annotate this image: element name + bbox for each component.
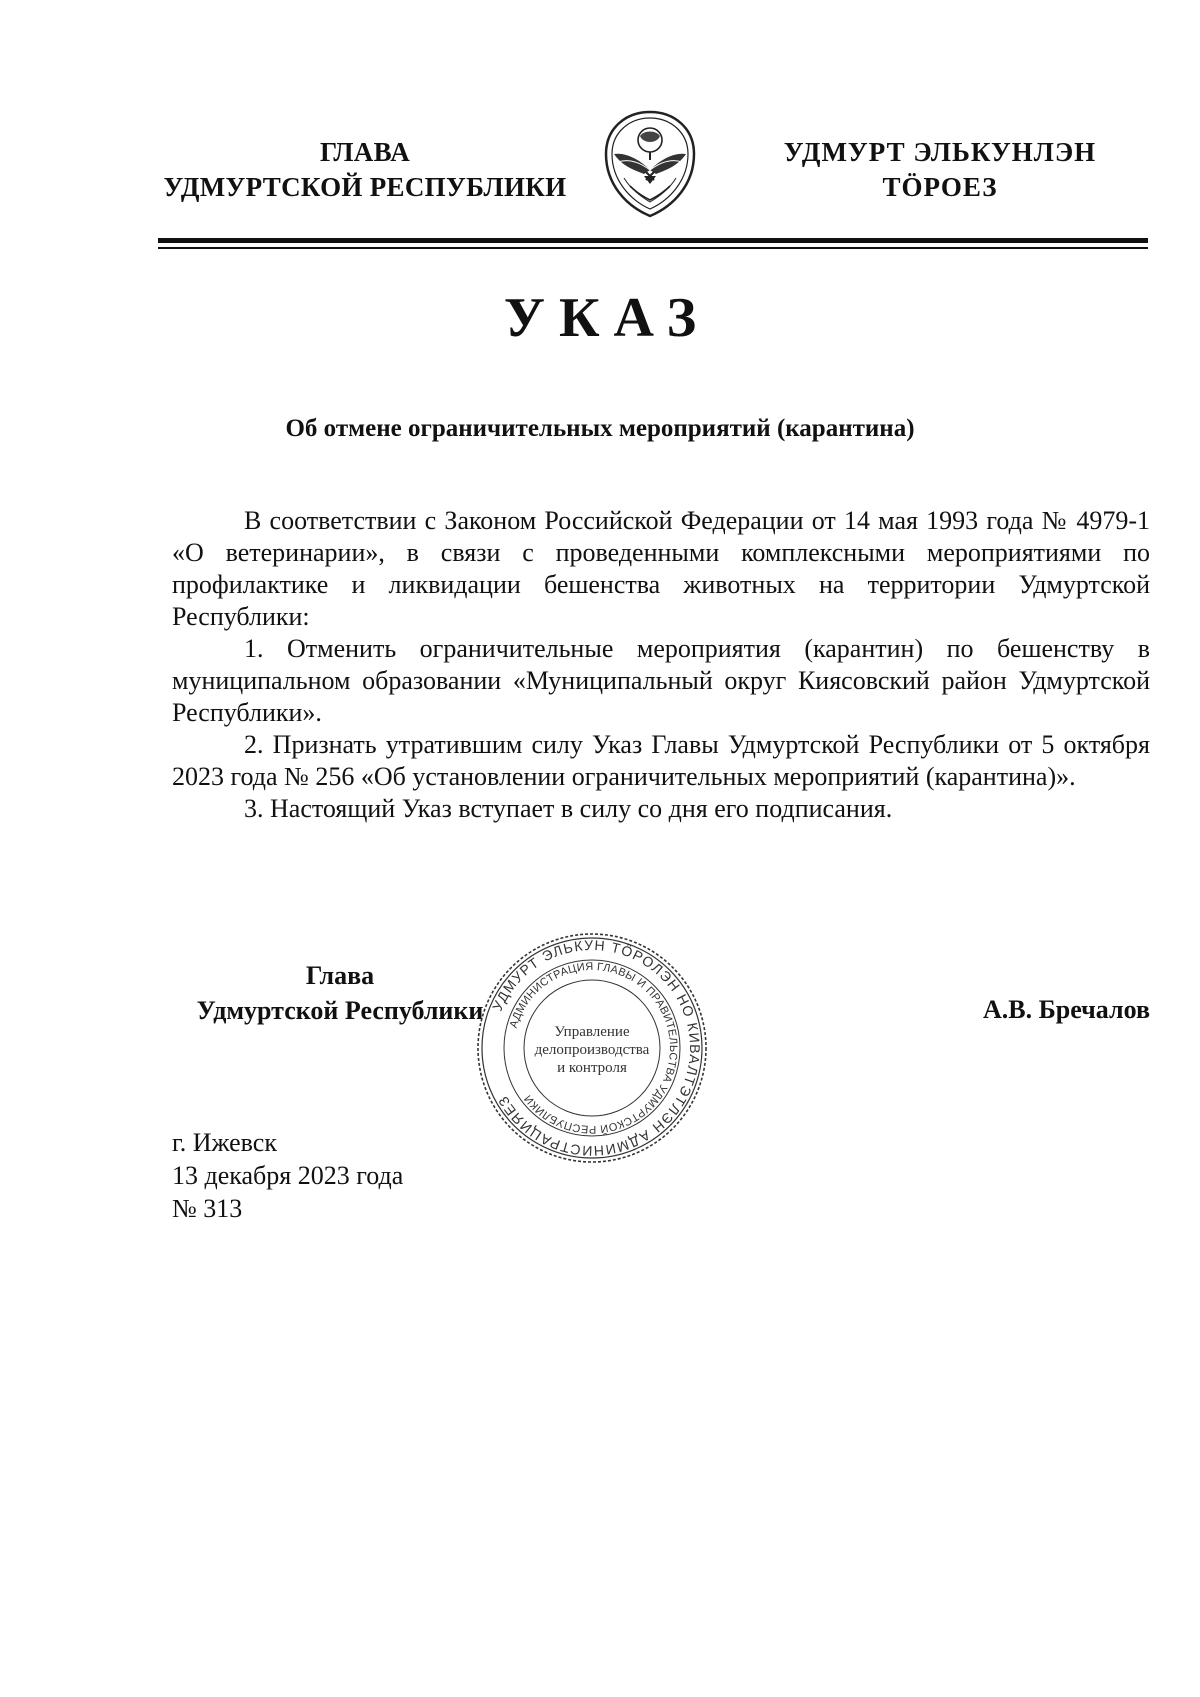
header-left-line2: УДМУРТСКОЙ РЕСПУБЛИКИ [163,172,567,202]
body-item-2: 2. Признать утратившим силу Указ Главы Удмуртской Республики от 5 октября 2023 года № 256 «Об установлении ограничительных мероприятий (карантина)». [172,730,1150,791]
header-right-line2: ТӦРОЕЗ [882,172,998,202]
document-place: г. Ижевск [172,1128,277,1157]
body-preamble: В соответствии с Законом Российской Федерации от 14 мая 1993 года № 4979-1 «О ветеринарии», в связи с проведенными комплексными мероприятиями по профилактике и ликвидации бешенства животных на территории Удмуртской Республики: [172,506,1150,631]
header-right [755,135,1125,205]
document-body [172,505,1150,825]
document-type-title: УКАЗ [503,287,711,349]
body-item-1: 1. Отменить ограничительные мероприятия (карантин) по бешенству в муниципальном образовании «Муниципальный округ Киясовский район Удмуртской Республики». [172,634,1150,727]
signatory-title-line1: Глава [305,961,375,990]
header-left [140,135,590,205]
signatory-name: А.В. Бречалов [982,995,1150,1024]
document-number: № 313 [172,1194,243,1223]
header-left-line1: ГЛАВА [319,137,411,167]
coat-of-arms-icon [600,108,700,220]
header-rule-thick [158,238,1148,243]
header-rule-thin [158,247,1148,249]
signatory-title-line2: Удмуртской Республики [196,996,484,1025]
header-right-line1: УДМУРТ ЭЛЬКУНЛЭН [783,137,1097,167]
document-subject: Об отмене ограничительных мероприятий (карантина) [285,415,915,442]
official-stamp [474,930,710,1166]
stamp-inner-text: АДМИНИСТРАЦИЯ ГЛАВЫ И ПРАВИТЕЛЬСТВА УДМУРТСКОЙ РЕСПУБЛИКИ [507,960,680,1136]
document-date: 13 декабря 2023 года [172,1161,404,1190]
stamp-outer-text: УДМУРТ ЭЛЬКУН ТӦРОЛЭН НО КИВАЛТЭТЛЭН АДМИНИСТРАЦИЯЕЗ [488,936,704,1160]
body-item-3: 3. Настоящий Указ вступает в силу со дня его подписания. [244,794,893,823]
stamp-center-line3: и контроля [557,1060,627,1076]
stamp-center-line1: Управление [554,1024,630,1040]
stamp-center-line2: делопроизводства [534,1042,650,1058]
signatory-title [150,958,530,1028]
